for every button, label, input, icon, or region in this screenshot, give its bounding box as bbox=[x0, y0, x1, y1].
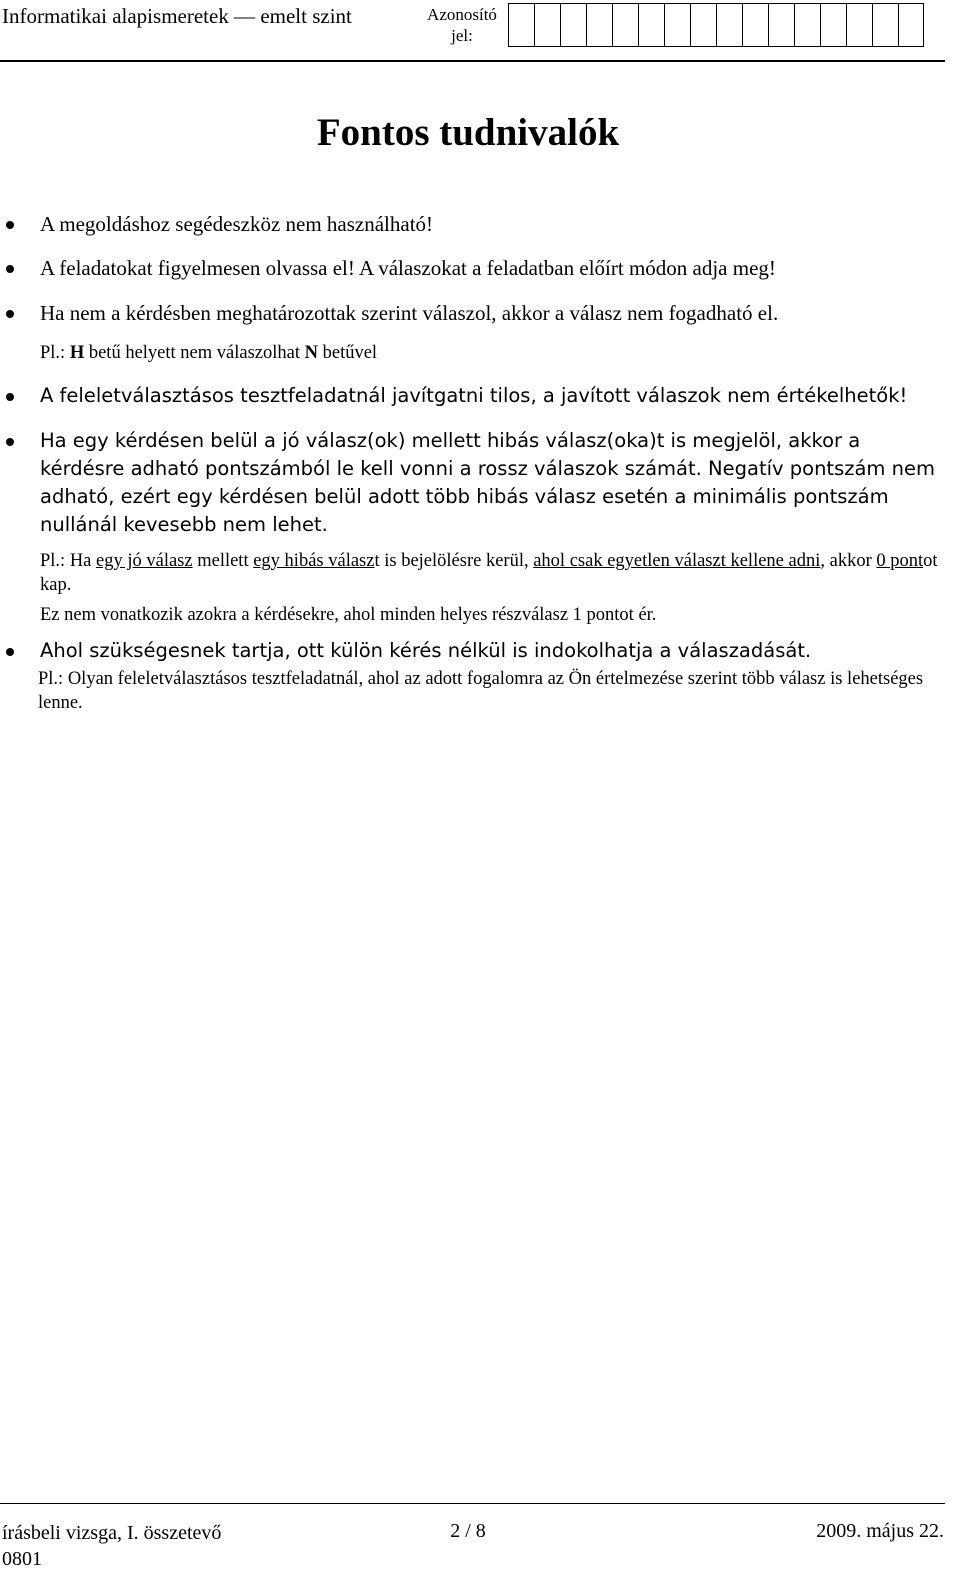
page-number: 2 / 8 bbox=[450, 1520, 486, 1542]
footer-code: 0801 bbox=[2, 1548, 42, 1570]
note-bold-h: H bbox=[69, 343, 85, 363]
id-box bbox=[586, 3, 612, 47]
id-box bbox=[846, 3, 872, 47]
id-label bbox=[420, 4, 504, 46]
bullet-wrong-answers: Ha egy kérdésen belül a jó válasz(ok) mellett hibás válasz(oka)t is megjelöl, akkor a kérdésre adható pontszámból le kell vonni a rossz válaszok számát. Negatív pontszám nem adható, ezért egy kérdésen belül adott több hibás válasz esetén a minimális pontszám nullánál kevesebb nem lehet. bbox=[0, 427, 945, 539]
note-example-letters bbox=[0, 341, 945, 365]
id-box bbox=[638, 3, 664, 47]
id-label-line2: jel: bbox=[451, 26, 473, 45]
underlined-text: 0 pont bbox=[876, 551, 924, 571]
footer-rule bbox=[0, 1503, 945, 1504]
id-box bbox=[768, 3, 794, 47]
id-box bbox=[560, 3, 586, 47]
note-text: mellett bbox=[192, 551, 254, 571]
id-label-line1: Azonosító bbox=[427, 5, 497, 24]
header-rule bbox=[0, 60, 945, 62]
id-box bbox=[716, 3, 742, 47]
underlined-text: egy jó válasz bbox=[96, 551, 193, 571]
footer-date: 2009. május 22. bbox=[816, 1520, 944, 1542]
underlined-text: ahol csak egyetlen választ kellene adni bbox=[533, 551, 821, 571]
bullet-no-tools: A megoldáshoz segédeszköz nem használható! bbox=[0, 210, 945, 238]
note-example-scoring bbox=[0, 549, 945, 597]
footer-exam-name: írásbeli vizsga, I. összetevő bbox=[2, 1522, 222, 1544]
note-prefix: Pl.: bbox=[40, 343, 70, 363]
id-box bbox=[690, 3, 716, 47]
id-box bbox=[872, 3, 898, 47]
note-bold-n: N bbox=[304, 343, 318, 363]
note-text: , akkor bbox=[820, 551, 877, 571]
bullet-no-corrections: A feleletválasztásos tesztfeladatnál javítgatni tilos, a javított válaszok nem értékelhetők! bbox=[0, 382, 945, 410]
note-example-justify: Pl.: Olyan feleletválasztásos tesztfeladatnál, ahol az adott fogalomra az Ön értelmezése szerint több válasz is lehetséges lenne. bbox=[38, 669, 924, 713]
note-suffix: betűvel bbox=[317, 343, 378, 363]
id-box bbox=[534, 3, 560, 47]
header-title: Informatikai alapismeretek — emelt szint bbox=[2, 4, 352, 28]
page-header bbox=[0, 0, 960, 66]
bullet-justify-answer: Ahol szükségesnek tartja, ott külön kérés nélkül is indokolhatja a válaszadását. bbox=[0, 637, 945, 665]
underlined-text: egy hibás válasz bbox=[253, 551, 375, 571]
bullet-answer-format: Ha nem a kérdésben meghatározottak szerint válaszol, akkor a válasz nem fogadható el. bbox=[0, 299, 945, 327]
note-text: betű helyett nem válaszolhat bbox=[84, 343, 305, 363]
note-text: Pl.: Ha bbox=[40, 551, 97, 571]
id-box bbox=[794, 3, 820, 47]
page-title: Fontos tudnivalók bbox=[316, 111, 620, 154]
id-boxes bbox=[508, 3, 924, 47]
id-box bbox=[508, 3, 534, 47]
note-text: ot kap. bbox=[40, 551, 938, 595]
id-box bbox=[612, 3, 638, 47]
note-text: t is bejelölésre kerül, bbox=[374, 551, 534, 571]
id-box bbox=[742, 3, 768, 47]
id-box bbox=[664, 3, 690, 47]
instructions bbox=[0, 210, 945, 715]
id-box bbox=[820, 3, 846, 47]
footer-exam-info bbox=[2, 1520, 221, 1572]
bullet-read-carefully: A feladatokat figyelmesen olvassa el! A válaszokat a feladatban előírt módon adja meg! bbox=[0, 254, 945, 282]
id-box bbox=[898, 3, 924, 47]
note-exception: Ez nem vonatkozik azokra a kérdésekre, ahol minden helyes részválasz 1 pontot ér. bbox=[40, 605, 657, 625]
